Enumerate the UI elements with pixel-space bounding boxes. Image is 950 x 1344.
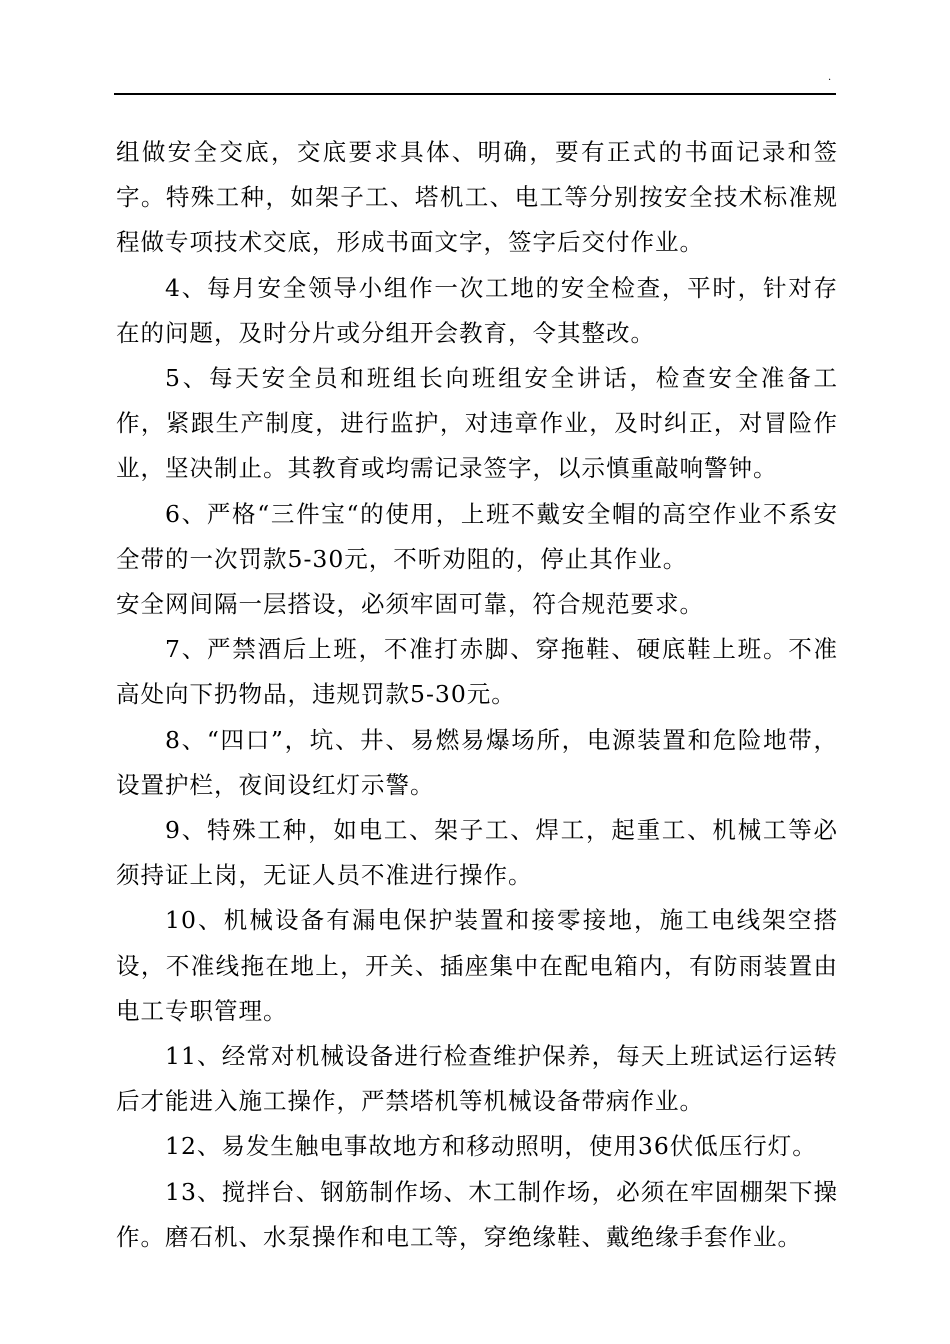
paragraph-safety-net: 安全网间隔一层搭设，必须牢固可靠，符合规范要求。: [116, 590, 704, 619]
paragraph-item-4: 4、每月安全领导小组作一次工地的安全检查，平时，针对存在的问题，及时分片或分组开会教育，令其整改。: [116, 273, 838, 347]
paragraph-item-9: 9、特殊工种，如电工、架子工、焊工，起重工、机械工等必须持证上岗，无证人员不准进行操作。: [116, 816, 838, 890]
paragraph-item-6: 6、严格“三件宝“的使用，上班不戴安全帽的高空作业不系安全带的一次罚款5-30元，不听劝阻的，停止其作业。: [116, 499, 838, 573]
document-body: [116, 130, 838, 1260]
paragraph-item-11: 11、经常对机械设备进行检查维护保养，每天上班试运行运转后才能进入施工操作，严禁塔机等机械设备带病作业。: [116, 1042, 838, 1116]
paragraph-continuation: 组做安全交底，交底要求具体、明确，要有正式的书面记录和签字。特殊工种，如架子工、塔机工、电工等分别按安全技术标准规程做专项技术交底，形成书面文字，签字后交付作业。: [116, 138, 838, 257]
paragraph-item-5: 5、每天安全员和班组长向班组安全讲话，检查安全准备工作，紧跟生产制度，进行监护，对违章作业，及时纠正，对冒险作业，坚决制止。其教育或均需记录签字，以示慎重敲响警钟。: [116, 364, 838, 483]
paragraph-item-13: 13、搅拌台、钢筋制作场、木工制作场，必须在牢固棚架下操作。磨石机、水泵操作和电工等，穿绝缘鞋、戴绝缘手套作业。: [116, 1177, 838, 1251]
header-rule: [114, 93, 836, 95]
header-dot: .: [828, 72, 832, 83]
paragraph-item-10: 10、机械设备有漏电保护装置和接零接地，施工电线架空搭设，不准线拖在地上，开关、插座集中在配电箱内，有防雨装置由电工专职管理。: [116, 906, 838, 1025]
paragraph-item-12: 12、易发生触电事故地方和移动照明，使用36伏低压行灯。: [165, 1132, 817, 1161]
paragraph-item-8: 8、“四口”，坑、井、易燃易爆场所，电源装置和危险地带，设置护栏，夜间设红灯示警。: [116, 725, 838, 799]
paragraph-item-7: 7、严禁酒后上班，不准打赤脚、穿拖鞋、硬底鞋上班。不准高处向下扔物品，违规罚款5-30元。: [116, 635, 838, 709]
